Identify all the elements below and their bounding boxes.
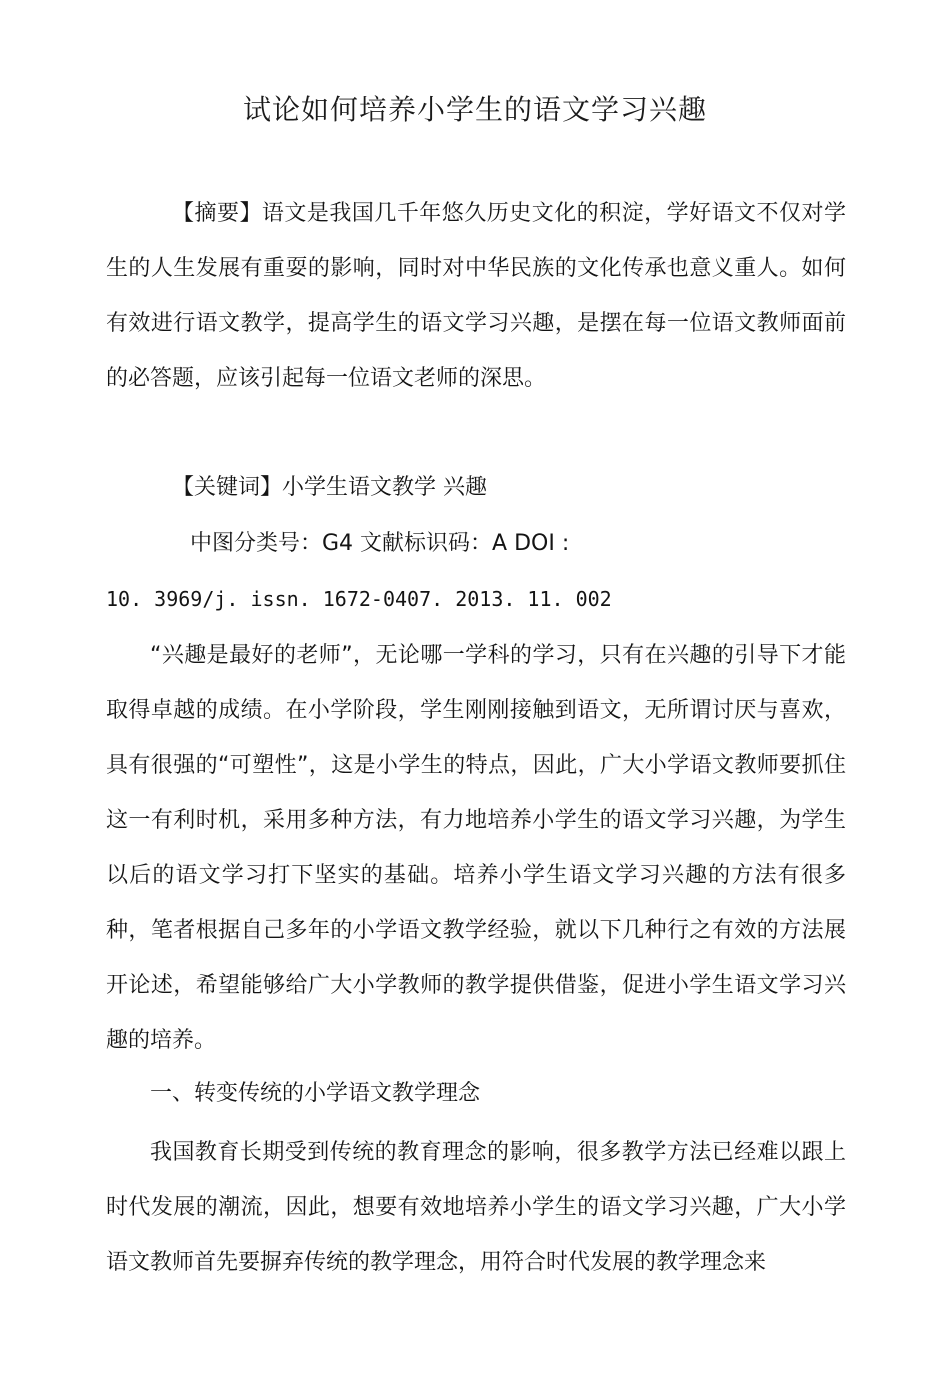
doi-line: 10. 3969/j. issn. 1672-0407. 2013. 11. 002 <box>106 587 612 611</box>
body-paragraph-1: “兴趣是最好的老师”，无论哪一学科的学习，只有在兴趣的引导下才能取得卓越的成绩。在小学阶段，学生刚刚接触到语文，无所谓讨厌与喜欢，具有很强的“可塑性”，这是小学生的特点，因此，广大小学语文教师要抓住这一有利时机，采用多种方法，有力地培养小学生的语文学习兴趣，为学生以后的语文学习打下坚实的基础。培养小学生语文学习兴趣的方法有很多种，笔者根据自己多年的小学语文教学经验，就以下几种行之有效的方法展开论述，希望能够给广大小学教师的教学提供借鉴，促进小学生语文学习兴趣的培养。 <box>106 643 846 1053</box>
body-paragraph-2: 我国教育长期受到传统的教育理念的影响，很多教学方法已经难以跟上时代发展的潮流，因此，想要有效地培养小学生的语文学习兴趣，广大小学语文教师首先要摒弃传统的教学理念，用符合时代发展的教学理念来 <box>106 1140 846 1275</box>
classification-text: 中图分类号：G4 文献标识码：A DOI : <box>190 531 570 556</box>
section-heading-1: 一、转变传统的小学语文教学理念 <box>150 1081 481 1106</box>
keywords-line: 【关键词】小学生语文教学 兴趣 <box>172 475 487 500</box>
classification-line <box>190 528 569 560</box>
abstract-paragraph: 【摘要】语文是我国几千年悠久历史文化的积淀，学好语文不仅对学生的人生发展有重耍的影响，同时对中华民族的文化传承也意义重人。如何有效进行语文教学，提高学生的语文学习兴趣，是摆在每一位语文教师面前的必答题，应该引起每一位语文老师的深思。 <box>106 201 846 391</box>
document-title: 试论如何培养小学生的语文学习兴趣 <box>242 93 707 126</box>
